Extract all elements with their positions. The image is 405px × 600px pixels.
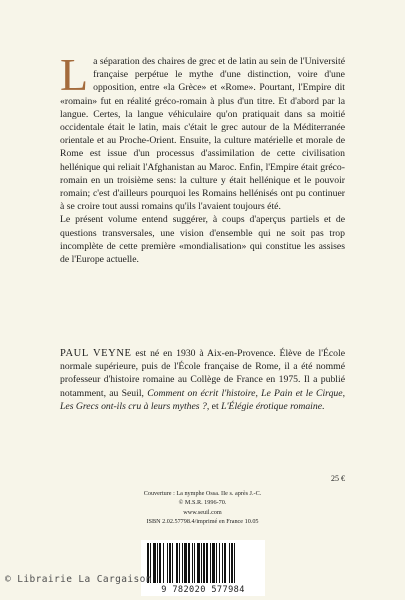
bio-separator: , [342, 387, 345, 399]
author-bio [60, 347, 345, 413]
copyright-line: © M.S.R. 1996-70. [178, 499, 227, 507]
summary-paragraph-1 [60, 49, 345, 213]
book-title-4: L'Élégie érotique romaine [221, 400, 322, 412]
price-label: 25 € [331, 474, 345, 483]
bio-end: . [322, 400, 325, 412]
summary-blurb [60, 49, 345, 266]
drop-cap-letter: L [60, 49, 89, 100]
book-title-3: Les Grecs ont-ils cru à leurs mythes ? [60, 400, 207, 412]
author-name: PAUL VEYNE [60, 348, 132, 359]
bio-separator: , [255, 387, 262, 399]
book-title-1: Comment on écrit l'histoire [147, 387, 256, 399]
credits-block [0, 489, 405, 527]
barcode-bars [145, 543, 261, 585]
website-link[interactable]: www.seuil.com [183, 508, 222, 516]
shop-watermark: © Librairie La Cargaison [5, 574, 152, 585]
isbn-line: ISBN 2.02.57798.4/imprimé en France 10.05 [146, 518, 259, 526]
bio-separator: , et [206, 400, 222, 412]
author-bio-text: est né en 1930 à Aix-en-Provence. Élève de l'École normale supérieure, puis de l'École française de Rome, il a été nommé professeur d'histoire romaine au Collège de France en 1975. Il a publié notamment, au Seuil, [60, 348, 346, 399]
summary-paragraph-2: Le présent volume entend suggérer, à coups d'aperçus partiels et de questions transversales, une vision d'ensemble qui ne soit pas trop incomplète de cette première «mondialisation» qui constitue les assises de l'Europe actuelle. [60, 214, 345, 266]
barcode [141, 540, 265, 596]
summary-paragraph-1-text: a séparation des chaires de grec et de latin au sein de l'Université française perpétue le mythe d'une distinction, voire d'une opposition, entre «la Grèce» et «Rome». Pourtant, l'Empire dit «romain» fut en réalité gréco-romain à plus d'un titre. Et d'abord par la langue. Certes, la langue véhiculaire qu'on pratiquait dans sa moitié occidentale était le latin, mais c'était le grec autour de la Méditerranée orientale et au Proche-Orient. Ensuite, la culture matérielle et morale de Rome est issue d'un processus d'assimilation de cette civilisation hellénique qui reliait l'Afghanistan au Maroc. Enfin, l'Empire était gréco-romain en un troisième sens: la culture y était hellénique et le pouvoir romain; c'est d'ailleurs pourquoi les Romains hellénisés ont pu continuer à se croire tout aussi romains qu'ils l'avaient toujours été. [60, 56, 345, 213]
cover-credit: Couverture : La nymphe Ossa. IIe s. après J.-C. [143, 490, 262, 497]
barcode-number: 9 782020 577984 [161, 585, 245, 595]
book-title-2: Le Pain et le Cirque [261, 387, 343, 399]
